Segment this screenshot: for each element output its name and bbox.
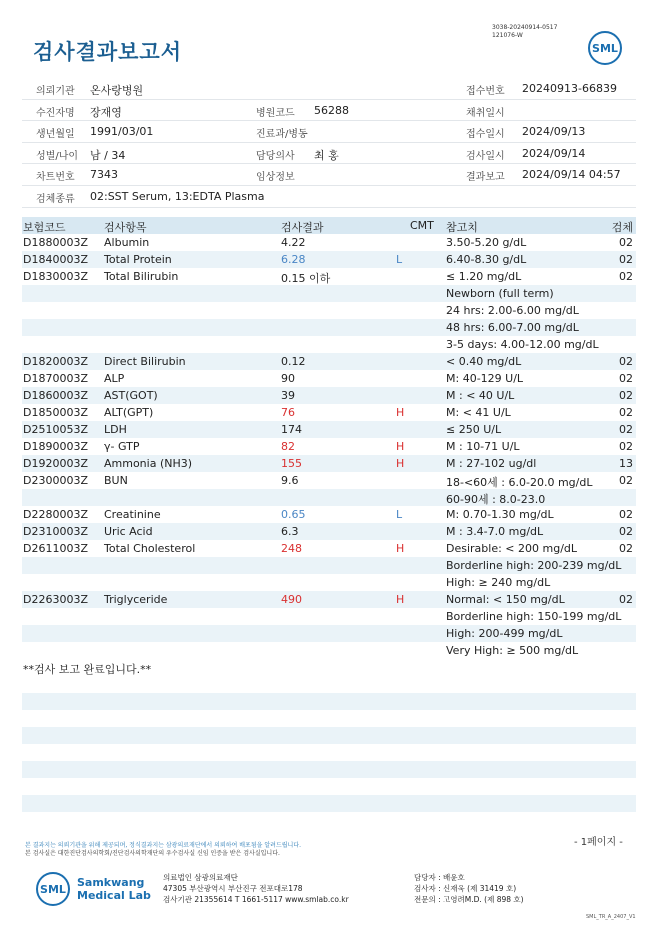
cell-result: 248: [281, 542, 302, 555]
cell-reference: ≤ 1.20 mg/dL: [446, 270, 522, 283]
empty-row: [22, 812, 636, 829]
info-label: 검체종류: [36, 193, 75, 205]
table-row: [22, 455, 636, 472]
table-row: [22, 523, 636, 540]
cell-reference: M : 3.4-7.0 mg/dL: [446, 525, 544, 538]
empty-row: [22, 693, 636, 710]
cell-reference: M: 0.70-1.30 mg/dL: [446, 508, 554, 521]
staff-manager: 담당자 : 배윤호: [414, 873, 465, 882]
header-result: 검사결과: [281, 221, 324, 234]
cell-item: Albumin: [104, 236, 150, 249]
info-row: [22, 164, 636, 186]
cell-reference: 3.50-5.20 g/dL: [446, 236, 527, 249]
header-specimen: 검체: [611, 221, 633, 234]
cell-flag: L: [396, 508, 403, 521]
footer-note-1: 본 결과지는 의뢰기관을 위해 제공되며, 정식결과지는 삼광의료재단에서 의뢰하여 배포됨을 알려드립니다.: [25, 842, 302, 849]
empty-row: [22, 778, 636, 795]
table-row: [22, 506, 636, 523]
info-label: 담당의사: [256, 150, 295, 162]
info-row: [22, 121, 636, 143]
brand-line2: Medical Lab: [77, 889, 151, 902]
cell-specimen: 02: [619, 542, 633, 555]
cell-result: 174: [281, 423, 302, 436]
info-label: 접수일시: [466, 129, 505, 141]
info-value: 최 홍: [314, 148, 339, 162]
cell-reference: 48 hrs: 6.00-7.00 mg/dL: [446, 321, 579, 334]
empty-row: [22, 727, 636, 744]
cell-reference: 18-<60세 : 6.0-20.0 mg/dL: [446, 476, 593, 489]
cell-code: D2611003Z: [23, 542, 88, 555]
brand-line1: Samkwang: [77, 876, 145, 889]
cell-code: D1870003Z: [23, 372, 88, 385]
table-row: [22, 353, 636, 370]
cell-item: ALP: [104, 372, 125, 385]
cell-specimen: 02: [619, 372, 633, 385]
cell-reference: Newborn (full term): [446, 287, 554, 300]
info-value: 온사랑병원: [90, 84, 144, 97]
info-label: 결과보고: [466, 172, 505, 184]
cell-result: 0.15 이하: [281, 272, 331, 285]
info-label: 생년월일: [36, 129, 75, 141]
cell-code: D2510053Z: [23, 423, 88, 436]
cell-specimen: 02: [619, 389, 633, 402]
empty-row: [22, 795, 636, 812]
cell-specimen: 02: [619, 270, 633, 283]
cell-item: Direct Bilirubin: [104, 355, 186, 368]
info-label: 채취일시: [466, 107, 505, 119]
info-label: 수진자명: [36, 107, 75, 119]
cell-code: D1830003Z: [23, 270, 88, 283]
results-table-header: [22, 217, 636, 234]
cell-code: D1840003Z: [23, 253, 88, 266]
info-value: 56288: [314, 103, 349, 117]
info-row: [22, 186, 636, 208]
cell-flag: H: [396, 457, 405, 470]
info-value: 남 / 34: [90, 148, 126, 162]
cell-specimen: 02: [619, 474, 633, 487]
form-code: SML_TR_A_2407_V1: [586, 914, 636, 920]
info-value: 7343: [90, 168, 118, 182]
table-row: [22, 387, 636, 404]
info-value: 20240913-66839: [522, 82, 617, 95]
cell-item: γ- GTP: [104, 440, 140, 453]
header-cmt: CMT: [410, 219, 434, 232]
empty-row: [22, 744, 636, 761]
cell-code: D1880003Z: [23, 236, 88, 249]
cell-item: Uric Acid: [104, 525, 153, 538]
cell-reference: M : < 40 U/L: [446, 389, 515, 402]
org-name: 의료법인 삼광의료재단: [163, 873, 238, 882]
info-value: 1991/03/01: [90, 125, 154, 139]
cell-specimen: 02: [619, 440, 633, 453]
results-table: [22, 217, 636, 829]
brand-name: [77, 876, 151, 902]
empty-row: [22, 761, 636, 778]
info-value: 02:SST Serum, 13:EDTA Plasma: [90, 189, 265, 203]
cell-code: D1860003Z: [23, 389, 88, 402]
table-row: [22, 234, 636, 251]
cell-specimen: 13: [619, 457, 633, 470]
header-reference: 참고치: [446, 221, 478, 234]
cell-item: AST(GOT): [104, 389, 158, 402]
cell-reference: Borderline high: 200-239 mg/dL: [446, 559, 622, 572]
document-id-line1: 3038-20240914-0517: [492, 24, 558, 31]
cell-reference: Normal: < 150 mg/dL: [446, 593, 565, 606]
header-code: 보험코드: [23, 221, 66, 234]
sml-footer-logo-icon: SML: [36, 872, 70, 906]
info-label: 차트번호: [36, 172, 75, 184]
cell-result: 0.65: [281, 508, 306, 521]
cell-reference: 3-5 days: 4.00-12.00 mg/dL: [446, 338, 599, 351]
cell-result: 76: [281, 406, 295, 419]
org-address: 47305 부산광역시 부산진구 전포대로178: [163, 884, 303, 893]
cell-specimen: 02: [619, 525, 633, 538]
table-row: [22, 285, 636, 302]
staff-info: [414, 872, 524, 905]
cell-item: BUN: [104, 474, 128, 487]
table-row: [22, 642, 636, 659]
cell-reference: M: 40-129 U/L: [446, 372, 524, 385]
cell-code: D1820003Z: [23, 355, 88, 368]
cell-specimen: 02: [619, 355, 633, 368]
cell-item: Creatinine: [104, 508, 161, 521]
patient-info-panel: [22, 78, 636, 208]
empty-rows: [22, 676, 636, 829]
cell-code: D2280003Z: [23, 508, 88, 521]
cell-specimen: 02: [619, 253, 633, 266]
table-row: [22, 557, 636, 574]
report-title: 검사결과보고서: [33, 40, 183, 64]
table-row: [22, 574, 636, 591]
document-id: [492, 24, 557, 40]
sml-logo-icon: SML: [588, 31, 622, 65]
table-row: [22, 370, 636, 387]
cell-result: 82: [281, 440, 295, 453]
cell-code: D1920003Z: [23, 457, 88, 470]
cell-reference: M : 27-102 ug/dl: [446, 457, 537, 470]
table-row: [22, 404, 636, 421]
cell-reference: 24 hrs: 2.00-6.00 mg/dL: [446, 304, 579, 317]
table-row: [22, 319, 636, 336]
results-table-body: [22, 234, 636, 659]
table-row: [22, 472, 636, 489]
cell-result: 90: [281, 372, 295, 385]
cell-item: ALT(GPT): [104, 406, 154, 419]
cell-code: D2300003Z: [23, 474, 88, 487]
cell-code: D2310003Z: [23, 525, 88, 538]
info-label: 의뢰기관: [36, 86, 75, 97]
table-row: [22, 489, 636, 506]
staff-specialist: 전문의 : 고영려M.D. (제 898 호): [414, 895, 524, 904]
completion-row: [22, 659, 636, 676]
cell-specimen: 02: [619, 236, 633, 249]
cell-reference: M : 10-71 U/L: [446, 440, 520, 453]
cell-item: Total Protein: [104, 253, 172, 266]
cell-specimen: 02: [619, 593, 633, 606]
cell-result: 0.12: [281, 355, 306, 368]
document-id-line2: 121076-W: [492, 32, 523, 39]
table-row: [22, 591, 636, 608]
cell-code: D2263003Z: [23, 593, 88, 606]
cell-reference: High: 200-499 mg/dL: [446, 627, 563, 640]
cell-reference: < 0.40 mg/dL: [446, 355, 522, 368]
cell-result: 6.3: [281, 525, 299, 538]
cell-reference: 60-90세 : 8.0-23.0: [446, 493, 546, 506]
cell-flag: H: [396, 593, 405, 606]
info-label: 진료과/병동: [256, 129, 308, 141]
cell-result: 490: [281, 593, 302, 606]
table-row: [22, 438, 636, 455]
info-label: 병원코드: [256, 107, 295, 119]
info-label: 임상정보: [256, 172, 295, 184]
cell-reference: Desirable: < 200 mg/dL: [446, 542, 578, 555]
cell-result: 6.28: [281, 253, 306, 266]
table-row: [22, 268, 636, 285]
empty-row: [22, 676, 636, 693]
cell-item: Total Cholesterol: [104, 542, 196, 555]
cell-code: D1890003Z: [23, 440, 88, 453]
cell-item: Triglyceride: [104, 593, 168, 606]
cell-result: 4.22: [281, 236, 306, 249]
cell-reference: Very High: ≥ 500 mg/dL: [446, 644, 579, 657]
footer-notes: [25, 842, 301, 858]
completion-message: **검사 보고 완료입니다.**: [23, 663, 152, 676]
info-value: 2024/09/14: [522, 146, 586, 160]
cell-specimen: 02: [619, 508, 633, 521]
table-row: [22, 251, 636, 268]
table-row: [22, 336, 636, 353]
cell-specimen: 02: [619, 423, 633, 436]
info-row: [22, 100, 636, 122]
table-row: [22, 421, 636, 438]
cell-code: D1850003Z: [23, 406, 88, 419]
info-row: [22, 78, 636, 100]
cell-item: LDH: [104, 423, 127, 436]
page-number: - 1페이지 -: [574, 837, 623, 848]
organization-info: [163, 872, 349, 905]
cell-reference: M: < 41 U/L: [446, 406, 511, 419]
info-value: 2024/09/13: [522, 125, 586, 139]
cell-flag: H: [396, 542, 405, 555]
staff-tester: 검사자 : 신재욱 (제 31419 호): [414, 884, 517, 893]
table-row: [22, 608, 636, 625]
table-row: [22, 625, 636, 642]
cell-reference: ≤ 250 U/L: [446, 423, 502, 436]
cell-result: 9.6: [281, 474, 299, 487]
cell-reference: Borderline high: 150-199 mg/dL: [446, 610, 622, 623]
footer-note-2: 본 검사실은 대한진단검사의학회/진단검사의학재단의 우수검사실 신임 인증을 받은 검사실입니다.: [25, 850, 280, 857]
info-row: [22, 143, 636, 165]
cell-flag: L: [396, 253, 403, 266]
empty-row: [22, 710, 636, 727]
info-value: 장재영: [90, 105, 122, 119]
cell-item: Total Bilirubin: [104, 270, 179, 283]
info-label: 성별/나이: [36, 150, 79, 162]
cell-result: 155: [281, 457, 302, 470]
cell-result: 39: [281, 389, 295, 402]
info-value: 2024/09/14 04:57: [522, 168, 621, 182]
info-label: 접수번호: [466, 86, 505, 97]
org-contact: 검사기관 21355614 T 1661-5117 www.smlab.co.kr: [163, 895, 349, 904]
table-row: [22, 540, 636, 557]
cell-reference: 6.40-8.30 g/dL: [446, 253, 527, 266]
cell-reference: High: ≥ 240 mg/dL: [446, 576, 551, 589]
table-row: [22, 302, 636, 319]
cell-specimen: 02: [619, 406, 633, 419]
header-item: 검사항목: [104, 221, 147, 234]
info-label: 검사일시: [466, 150, 505, 162]
cell-item: Ammonia (NH3): [104, 457, 193, 470]
cell-flag: H: [396, 440, 405, 453]
cell-flag: H: [396, 406, 405, 419]
